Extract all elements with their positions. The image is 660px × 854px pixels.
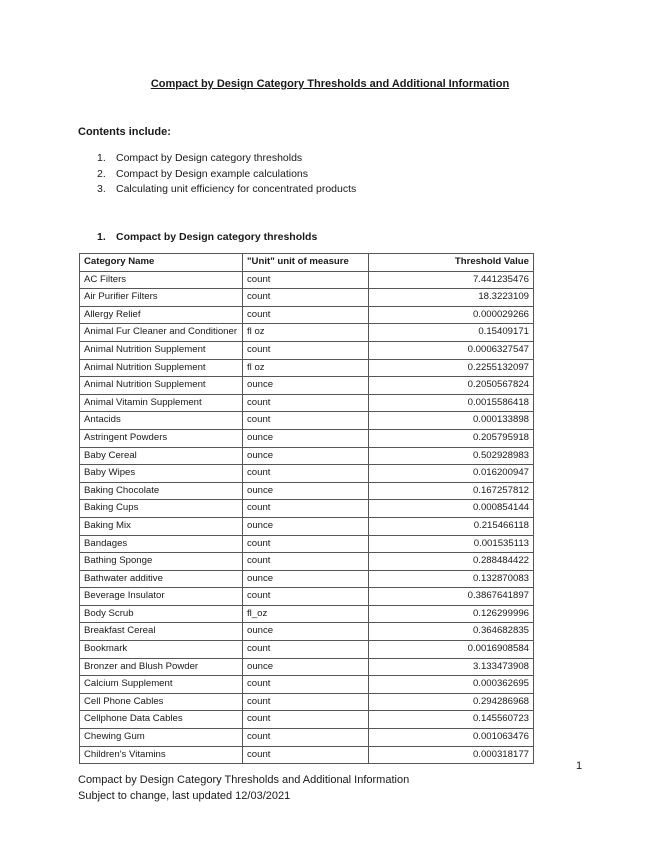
category-name-cell: Bookmark (80, 641, 243, 659)
threshold-value-cell: 0.215466118 (369, 517, 534, 535)
unit-cell: count (243, 535, 369, 553)
contents-item-label: Compact by Design category thresholds (116, 152, 303, 164)
threshold-value-cell: 0.126299996 (369, 605, 534, 623)
table-row (80, 570, 534, 588)
footer-line-1: Compact by Design Category Thresholds and Additional Information (78, 774, 410, 786)
unit-cell: fl oz (243, 324, 369, 342)
contents-heading: Contents include: (78, 126, 171, 138)
table-row (80, 429, 534, 447)
unit-cell: ounce (243, 482, 369, 500)
threshold-value-cell: 0.294286968 (369, 693, 534, 711)
unit-cell: ounce (243, 377, 369, 395)
table-row (80, 746, 534, 764)
threshold-value-cell: 0.000854144 (369, 500, 534, 518)
threshold-value-cell: 0.0016908584 (369, 641, 534, 659)
threshold-value-cell: 0.001063476 (369, 729, 534, 747)
unit-cell: ounce (243, 658, 369, 676)
threshold-value-cell: 18.3223109 (369, 289, 534, 307)
category-name-cell: Animal Nutrition Supplement (80, 359, 243, 377)
category-name-cell: Allergy Relief (80, 306, 243, 324)
category-name-cell: Astringent Powders (80, 429, 243, 447)
thresholds-table (79, 253, 534, 764)
threshold-value-cell: 0.502928983 (369, 447, 534, 465)
category-name-cell: Bathwater additive (80, 570, 243, 588)
category-name-cell: Baking Chocolate (80, 482, 243, 500)
category-name-cell: Animal Nutrition Supplement (80, 341, 243, 359)
unit-cell: count (243, 676, 369, 694)
category-name-cell: Animal Vitamin Supplement (80, 394, 243, 412)
table-row (80, 359, 534, 377)
threshold-value-cell: 0.364682835 (369, 623, 534, 641)
table-row (80, 377, 534, 395)
unit-cell: count (243, 500, 369, 518)
threshold-value-cell: 0.145560723 (369, 711, 534, 729)
threshold-value-cell: 0.000133898 (369, 412, 534, 430)
threshold-value-cell: 0.3867641897 (369, 588, 534, 606)
threshold-value-cell: 0.2255132097 (369, 359, 534, 377)
page-number: 1 (576, 760, 583, 772)
table-row (80, 729, 534, 747)
category-name-cell: Baking Cups (80, 500, 243, 518)
unit-cell: count (243, 341, 369, 359)
unit-cell: ounce (243, 623, 369, 641)
unit-cell: count (243, 729, 369, 747)
category-name-cell: Animal Nutrition Supplement (80, 377, 243, 395)
contents-item (97, 167, 356, 183)
table-row (80, 641, 534, 659)
unit-cell: count (243, 289, 369, 307)
table-row (80, 711, 534, 729)
table-row (80, 306, 534, 324)
table-body (80, 271, 534, 764)
contents-item-label: Compact by Design example calculations (116, 167, 309, 180)
document-title: Compact by Design Category Thresholds and Additional Information (150, 78, 510, 90)
unit-cell: fl oz (243, 359, 369, 377)
table-row (80, 623, 534, 641)
threshold-value-cell: 0.132870083 (369, 570, 534, 588)
table-row (80, 500, 534, 518)
unit-cell: ounce (243, 570, 369, 588)
list-number: 2. (97, 167, 106, 180)
category-name-cell: Calcium Supplement (80, 676, 243, 694)
category-name-cell: AC Filters (80, 271, 243, 289)
header-unit-of-measure: "Unit" unit of measure (243, 254, 369, 272)
table-header-row (80, 254, 534, 272)
threshold-value-cell: 3.133473908 (369, 658, 534, 676)
contents-item (97, 182, 356, 198)
list-number: 1. (97, 152, 106, 164)
unit-cell: count (243, 271, 369, 289)
threshold-value-cell: 0.000318177 (369, 746, 534, 764)
table-row (80, 588, 534, 606)
category-name-cell: Bronzer and Blush Powder (80, 658, 243, 676)
header-category-name: Category Name (80, 254, 243, 272)
category-name-cell: Body Scrub (80, 605, 243, 623)
unit-cell: count (243, 746, 369, 764)
threshold-value-cell: 0.000029266 (369, 306, 534, 324)
threshold-value-cell: 0.016200947 (369, 465, 534, 483)
unit-cell: ounce (243, 429, 369, 447)
category-name-cell: Bathing Sponge (80, 553, 243, 571)
threshold-value-cell: 0.000362695 (369, 676, 534, 694)
category-name-cell: Air Purifier Filters (80, 289, 243, 307)
category-name-cell: Baking Mix (80, 517, 243, 535)
table-row (80, 693, 534, 711)
page-footer (78, 772, 409, 804)
category-name-cell: Antacids (80, 412, 243, 430)
table-row (80, 447, 534, 465)
table-row (80, 482, 534, 500)
unit-cell: count (243, 641, 369, 659)
table-row (80, 412, 534, 430)
table-row (80, 271, 534, 289)
contents-list (97, 151, 356, 198)
section-number: 1. (97, 231, 106, 243)
table-row (80, 605, 534, 623)
list-number: 3. (97, 183, 106, 195)
threshold-value-cell: 7.441235476 (369, 271, 534, 289)
unit-cell: ounce (243, 447, 369, 465)
category-name-cell: Children's Vitamins (80, 746, 243, 764)
unit-cell: count (243, 394, 369, 412)
category-name-cell: Breakfast Cereal (80, 623, 243, 641)
unit-cell: fl_oz (243, 605, 369, 623)
table-row (80, 535, 534, 553)
section-heading (97, 231, 317, 243)
contents-item (97, 151, 356, 167)
unit-cell: count (243, 412, 369, 430)
table-row (80, 289, 534, 307)
category-name-cell: Cell Phone Cables (80, 693, 243, 711)
threshold-value-cell: 0.167257812 (369, 482, 534, 500)
category-name-cell: Animal Fur Cleaner and Conditioner (80, 324, 243, 342)
table-row (80, 324, 534, 342)
unit-cell: count (243, 711, 369, 729)
category-name-cell: Chewing Gum (80, 729, 243, 747)
contents-item-label: Calculating unit efficiency for concentrated products (116, 183, 357, 195)
table-row (80, 394, 534, 412)
table-row (80, 676, 534, 694)
category-name-cell: Baby Wipes (80, 465, 243, 483)
unit-cell: count (243, 465, 369, 483)
unit-cell: count (243, 588, 369, 606)
unit-cell: count (243, 306, 369, 324)
table-row (80, 658, 534, 676)
threshold-value-cell: 0.0006327547 (369, 341, 534, 359)
category-name-cell: Bandages (80, 535, 243, 553)
table-row (80, 517, 534, 535)
threshold-value-cell: 0.2050567824 (369, 377, 534, 395)
category-name-cell: Baby Cereal (80, 447, 243, 465)
threshold-value-cell: 0.0015586418 (369, 394, 534, 412)
threshold-value-cell: 0.205795918 (369, 429, 534, 447)
header-threshold-value: Threshold Value (369, 254, 534, 272)
table-row (80, 553, 534, 571)
threshold-value-cell: 0.001535113 (369, 535, 534, 553)
unit-cell: count (243, 553, 369, 571)
unit-cell: count (243, 693, 369, 711)
threshold-value-cell: 0.288484422 (369, 553, 534, 571)
table-row (80, 465, 534, 483)
footer-line-2: Subject to change, last updated 12/03/2021 (78, 790, 291, 802)
unit-cell: ounce (243, 517, 369, 535)
section-label: Compact by Design category thresholds (116, 231, 318, 243)
category-name-cell: Beverage Insulator (80, 588, 243, 606)
table-row (80, 341, 534, 359)
threshold-value-cell: 0.15409171 (369, 324, 534, 342)
category-name-cell: Cellphone Data Cables (80, 711, 243, 729)
